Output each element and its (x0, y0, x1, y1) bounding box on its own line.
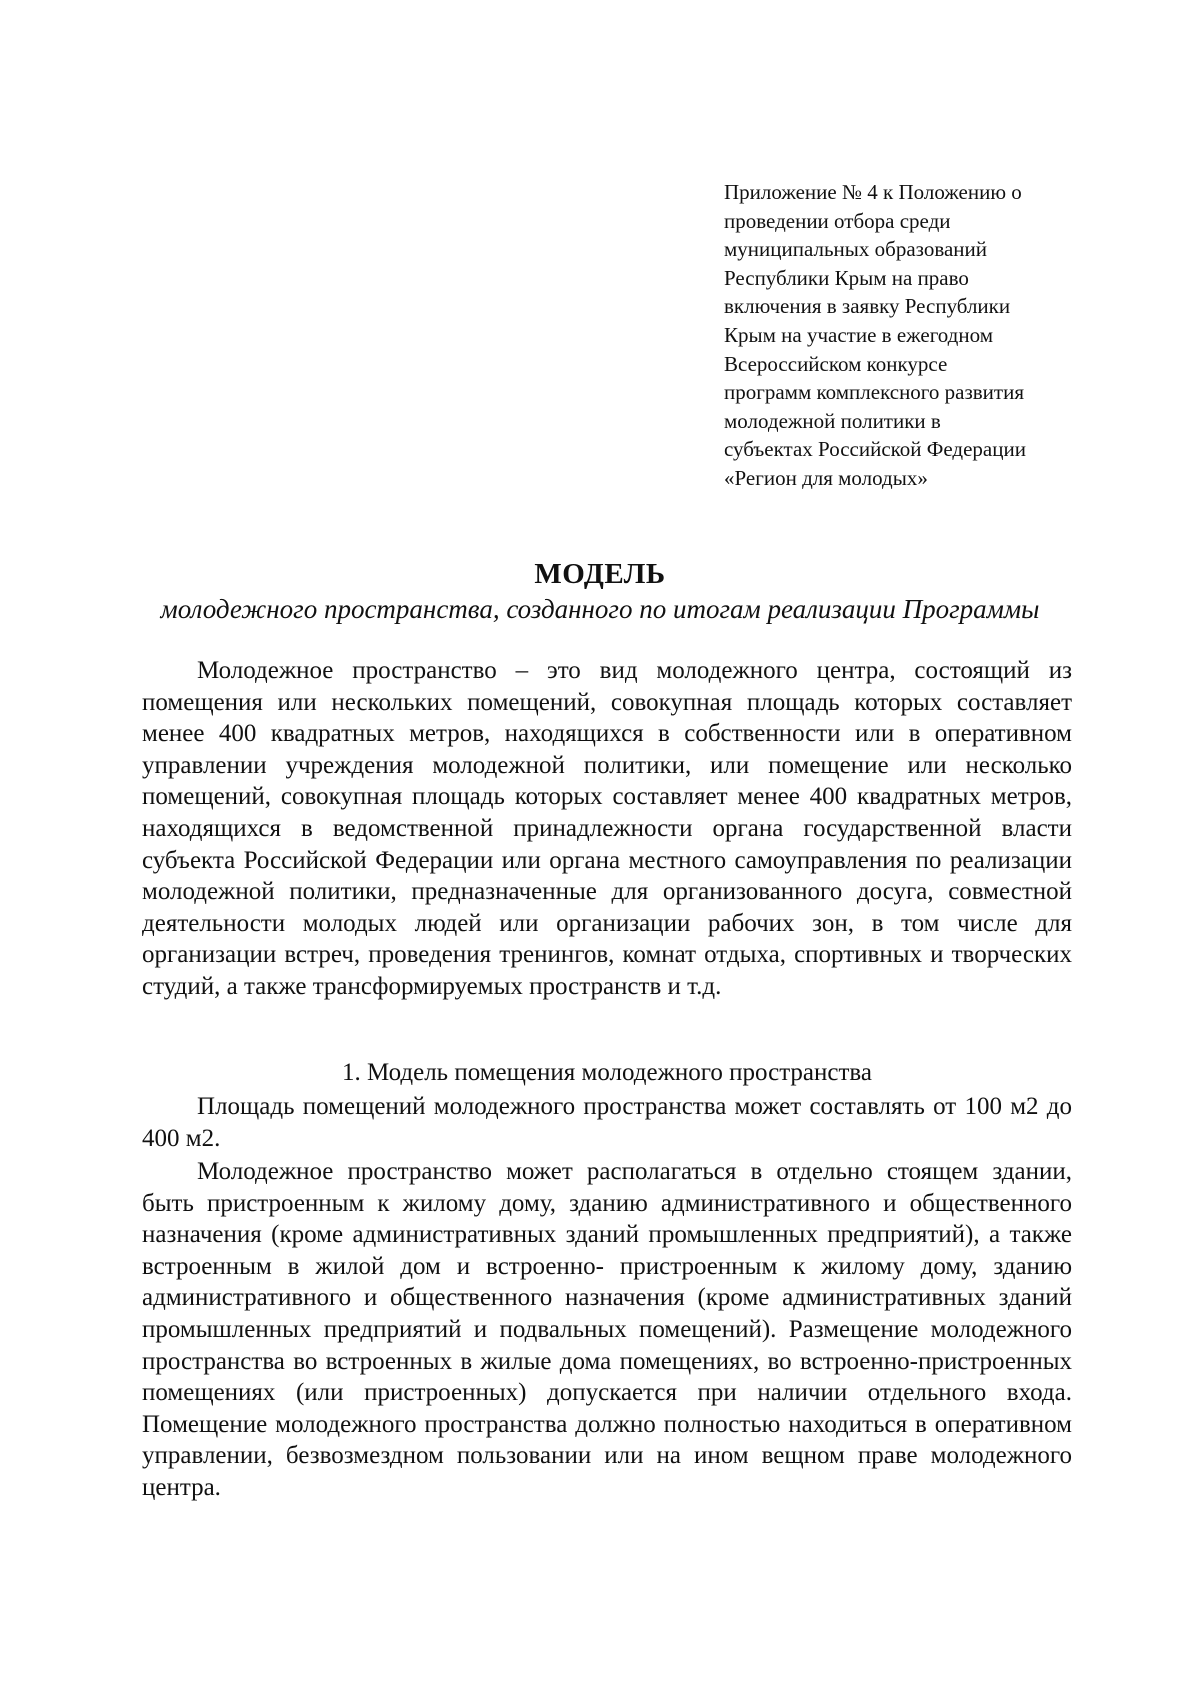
appendix-line: Республики Крым на право (724, 265, 969, 290)
appendix-line: Приложение № 4 к Положению о (724, 180, 1022, 204)
placement-paragraph: Молодежное пространство может располагаться в отдельно стоящем здании, быть пристроенным к жилому дому, зданию административного и общественного назначения (кроме административных зданий промышленных предприятий), а также встроенным в жилой дом и встроенно- пристроенным к жилому дому, зданию административного и общественного назначения (кроме административных зданий промышленных предприятий и подвальных помещений). Размещение молодежного пространства во встроенных в жилые дома помещениях, во встроенно-пристроенных помещениях (или пристроенных) допускается при наличии отдельного входа. Помещение молодежного пространства должно полностью находиться в оперативном управлении, безвозмездном пользовании или на ином вещном праве молодежного центра. (142, 1158, 1072, 1501)
appendix-line: Всероссийском конкурсе (724, 351, 948, 376)
appendix-line: «Регион для молодых» (724, 465, 928, 490)
area-paragraph: Площадь помещений молодежного пространства может составлять от 100 м2 до 400 м2. (142, 1093, 1072, 1152)
section-heading: 1. Модель помещения молодежного пространства (342, 1059, 872, 1086)
appendix-line: муниципальных образований (724, 237, 987, 262)
document-title: МОДЕЛЬ (534, 558, 666, 590)
appendix-line: молодежной политики в (724, 408, 941, 433)
appendix-line: включения в заявку Республики (724, 294, 1011, 319)
appendix-line: проведении отбора среди (724, 208, 951, 233)
appendix-note (724, 178, 1084, 493)
document-subtitle: молодежного пространства, созданного по итогам реализации Программы (160, 594, 1040, 624)
definition-paragraph: Молодежное пространство – это вид молодежного центра, состоящий из помещения или нескольких помещений, совокупная площадь которых составляет менее 400 квадратных метров, находящихся в собственности или в оперативном управлении учреждения молодежной политики, или помещение или несколько помещений, совокупная площадь которых составляет менее 400 квадратных метров, находящихся в ведомственной принадлежности органа государственной власти субъекта Российской Федерации или органа местного самоуправления по реализации молодежной политики, предназначенные для организованного досуга, совместной деятельности молодых людей или организации рабочих зон, в том числе для организации встреч, проведения тренингов, комнат отдыха, спортивных и творческих студий, а также трансформируемых пространств и т.д. (142, 657, 1072, 1000)
appendix-line: программ комплексного развития (724, 380, 1024, 405)
appendix-line: Крым на участие в ежегодном (724, 322, 993, 347)
appendix-line: субъектах Российской Федерации (724, 437, 1026, 462)
